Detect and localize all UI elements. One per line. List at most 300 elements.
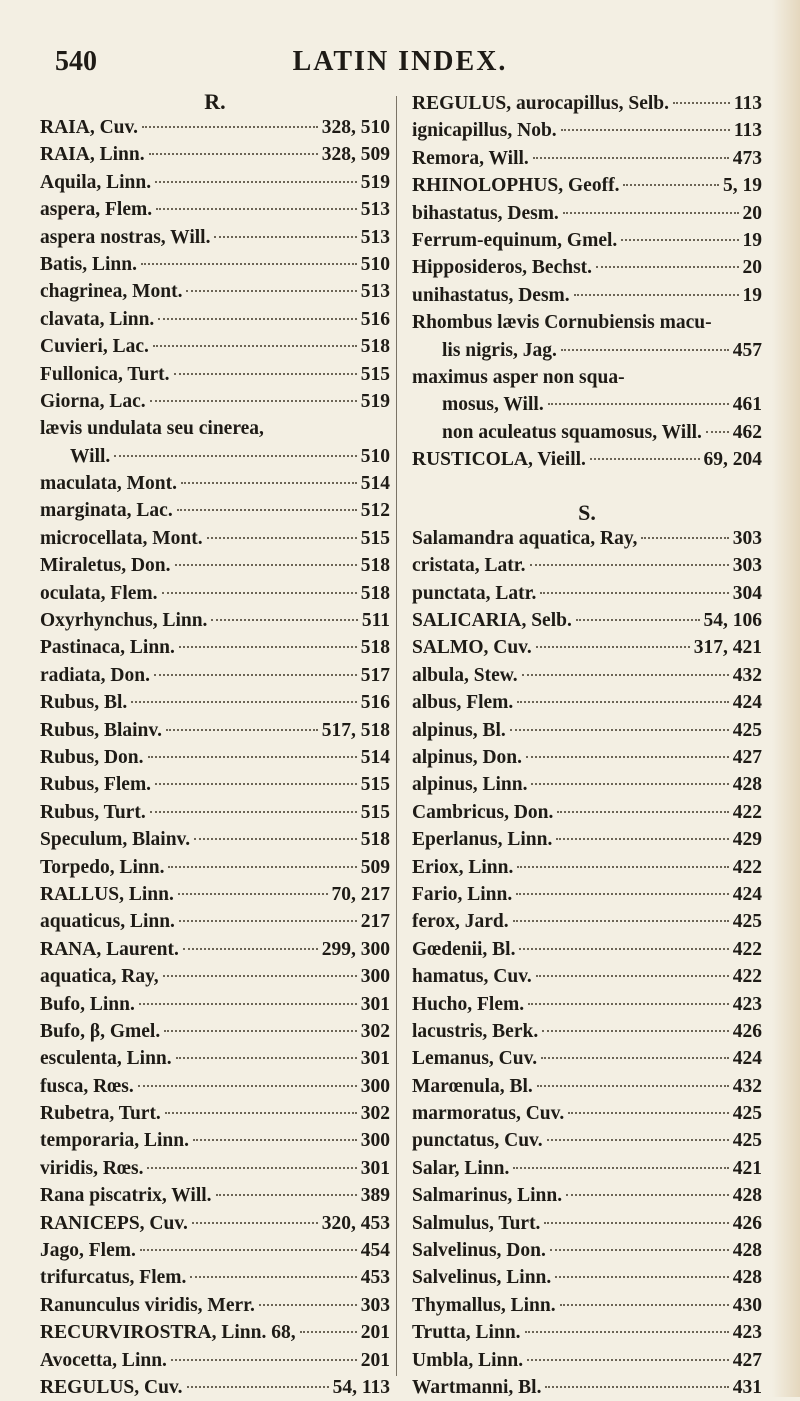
entry-page-ref: 516	[360, 692, 390, 714]
index-entry	[40, 278, 390, 305]
leader-dots	[673, 102, 730, 104]
leader-dots	[527, 1359, 729, 1361]
entry-page-ref: 425	[732, 1103, 762, 1125]
entry-page-ref: 303	[732, 555, 762, 577]
entry-page-ref: 515	[360, 363, 390, 385]
entry-term: Fullonica, Turt.	[40, 363, 170, 385]
leader-dots	[183, 948, 318, 950]
entry-term: Ferrum-equinum, Gmel.	[412, 229, 618, 251]
entry-term: aquatica, Ray,	[40, 966, 159, 988]
leader-dots	[150, 811, 357, 813]
index-entry	[40, 1237, 390, 1264]
entry-page-ref: 328, 510	[321, 117, 390, 138]
entry-term: mosus, Will.	[442, 394, 544, 416]
entry-term: punctatus, Cuv.	[412, 1130, 543, 1152]
index-entry	[40, 717, 390, 744]
index-entry	[412, 391, 762, 418]
entry-page-ref: 217	[360, 911, 390, 933]
entry-page-ref: 303	[732, 527, 762, 549]
leader-dots	[141, 263, 357, 265]
leader-dots	[207, 537, 357, 539]
index-entry	[412, 881, 762, 908]
leader-dots	[164, 1030, 357, 1032]
entry-term: Eperlanus, Linn.	[412, 829, 553, 851]
entry-term: Marœnula, Bl.	[412, 1075, 533, 1097]
entry-term: Jago, Flem.	[40, 1240, 136, 1262]
leader-dots	[166, 729, 318, 731]
leader-dots	[528, 1003, 729, 1005]
entry-page-ref: 514	[360, 746, 390, 768]
entry-page-ref: 425	[732, 911, 762, 933]
entry-term: Rubus, Blainv.	[40, 719, 162, 741]
entry-term: clavata, Linn.	[40, 308, 155, 330]
page-header	[0, 46, 800, 86]
page-edge-shadow	[772, 0, 800, 1397]
leader-dots	[555, 1276, 728, 1278]
entry-page-ref: 424	[732, 692, 762, 714]
index-entry	[412, 117, 762, 144]
entry-page-ref: 510	[360, 445, 390, 467]
entry-page-ref: 302	[360, 1020, 390, 1042]
index-entry	[412, 936, 762, 963]
index-entry	[412, 446, 762, 473]
entry-page-ref: 328, 509	[321, 144, 390, 166]
leader-dots	[179, 646, 357, 648]
index-entry	[412, 1018, 762, 1045]
entry-term: trifurcatus, Flem.	[40, 1267, 187, 1289]
entry-term: Salar, Linn.	[412, 1157, 510, 1179]
index-entry	[412, 1292, 762, 1319]
leader-dots	[517, 701, 728, 703]
entry-page-ref: 201	[360, 1322, 390, 1344]
leader-dots	[513, 920, 729, 922]
index-entry	[40, 306, 390, 333]
entry-term: Torpedo, Linn.	[40, 856, 165, 878]
index-entry	[40, 525, 390, 552]
entry-page-ref: 422	[732, 801, 762, 823]
entry-term: Cuvieri, Lac.	[40, 336, 149, 358]
entry-page-ref: 5, 19	[723, 175, 762, 197]
leader-dots	[142, 126, 318, 128]
index-entry	[40, 1347, 390, 1374]
entry-term: Ranunculus viridis, Merr.	[40, 1294, 255, 1316]
leader-dots	[706, 431, 729, 433]
leader-dots	[174, 373, 357, 375]
index-entry	[40, 141, 390, 168]
index-entry	[412, 200, 762, 227]
leader-dots	[179, 920, 357, 922]
index-entry	[40, 1264, 390, 1291]
index-entry	[412, 1182, 762, 1209]
index-entry	[40, 1155, 390, 1182]
entry-term: Rubus, Flem.	[40, 774, 152, 796]
leader-dots	[155, 181, 357, 183]
entry-page-ref: 69, 204	[703, 449, 762, 471]
leader-dots	[519, 948, 728, 950]
entry-term: Lemanus, Cuv.	[412, 1048, 538, 1070]
leader-dots	[150, 400, 357, 402]
entry-term: unihastatus, Desm.	[412, 284, 570, 306]
entry-term: Avocetta, Linn.	[40, 1349, 167, 1371]
entry-page-ref: 518	[360, 336, 390, 358]
index-entry	[412, 744, 762, 771]
leader-dots	[530, 564, 729, 566]
entry-page-ref: 422	[732, 938, 762, 960]
leader-dots	[178, 893, 328, 895]
leader-dots	[560, 1304, 729, 1306]
entry-page-ref: 473	[732, 147, 762, 169]
index-entry	[412, 552, 762, 579]
index-entry	[412, 282, 762, 309]
index-entry	[40, 689, 390, 716]
entry-page-ref: 426	[732, 1212, 762, 1234]
leader-dots	[566, 1194, 729, 1196]
leader-dots	[563, 212, 739, 214]
entry-page-ref: 515	[360, 527, 390, 549]
leader-dots	[561, 129, 730, 131]
entry-page-ref: 425	[732, 1130, 762, 1152]
entry-term: Salmulus, Turt.	[412, 1212, 541, 1234]
leader-dots	[186, 290, 356, 292]
entry-page-ref: 457	[732, 339, 762, 361]
index-entry	[412, 1264, 762, 1291]
leader-dots	[531, 783, 728, 785]
index-entry	[40, 826, 390, 853]
index-entry	[40, 470, 390, 497]
entry-page-ref: 425	[732, 719, 762, 741]
entry-page-ref: 517	[360, 664, 390, 686]
entry-term: microcellata, Mont.	[40, 527, 203, 549]
entry-page-ref: 518	[360, 829, 390, 851]
entry-term: Salvelinus, Don.	[412, 1240, 546, 1262]
entry-term: cristata, Latr.	[412, 555, 526, 577]
entry-term: non aculeatus squamosus, Will.	[442, 421, 702, 443]
leader-dots	[175, 564, 357, 566]
leader-dots	[192, 1222, 318, 1224]
leader-dots	[574, 294, 739, 296]
index-entry	[412, 1210, 762, 1237]
leader-dots	[517, 866, 728, 868]
leader-dots	[190, 1276, 356, 1278]
index-entry	[412, 1127, 762, 1154]
entry-term: Rubus, Bl.	[40, 692, 128, 714]
entry-term: esculenta, Linn.	[40, 1048, 172, 1070]
entry-page-ref: 421	[732, 1157, 762, 1179]
entry-term: lævis undulata seu cinerea,	[40, 418, 264, 440]
leader-dots	[114, 455, 356, 457]
entry-term: RECURVIROSTRA, Linn. 68,	[40, 1322, 296, 1344]
leader-dots	[550, 1249, 729, 1251]
entry-term: Thymallus, Linn.	[412, 1294, 556, 1316]
leader-dots	[165, 1112, 357, 1114]
index-entry	[40, 251, 390, 278]
index-entry	[40, 224, 390, 251]
entry-page-ref: 299, 300	[321, 938, 390, 960]
entry-term: Cambricus, Don.	[412, 801, 554, 823]
index-entry	[40, 196, 390, 223]
index-entry	[40, 1292, 390, 1319]
index-entry	[40, 1210, 390, 1237]
entry-page-ref: 431	[732, 1376, 762, 1398]
entry-page-ref: 513	[360, 199, 390, 221]
leader-dots	[522, 674, 729, 676]
entry-term: Salmarinus, Linn.	[412, 1185, 563, 1207]
leader-dots	[156, 208, 357, 210]
entry-page-ref: 428	[732, 1185, 762, 1207]
entry-page-ref: 423	[732, 1322, 762, 1344]
index-entry	[412, 607, 762, 634]
leader-dots	[139, 1003, 357, 1005]
leader-dots	[526, 756, 729, 758]
entry-term: Rubetra, Turt.	[40, 1103, 161, 1125]
entry-term: ignicapillus, Nob.	[412, 120, 557, 142]
entry-term: Speculum, Blainv.	[40, 829, 191, 851]
entry-term: chagrinea, Mont.	[40, 281, 183, 303]
entry-page-ref: 304	[732, 582, 762, 604]
entry-term: RHINOLOPHUS, Geoff.	[412, 175, 620, 197]
entry-term: Miraletus, Don.	[40, 555, 171, 577]
entry-page-ref: 519	[360, 390, 390, 412]
entry-term: SALICARIA, Selb.	[412, 610, 572, 632]
leader-dots	[171, 1359, 357, 1361]
spacer	[412, 473, 762, 500]
entry-page-ref: 54, 113	[332, 1376, 390, 1398]
index-entry	[40, 1319, 390, 1346]
entry-term: ferox, Jard.	[412, 911, 509, 933]
index-entry	[412, 90, 762, 117]
entry-term: Bufo, β, Gmel.	[40, 1020, 161, 1042]
leader-dots	[147, 1167, 356, 1169]
entry-term: RANICEPS, Cuv.	[40, 1212, 188, 1234]
entry-page-ref: 424	[732, 1048, 762, 1070]
index-entry	[412, 662, 762, 689]
entry-page-ref: 510	[360, 253, 390, 275]
index-entry	[40, 854, 390, 881]
entry-page-ref: 300	[360, 966, 390, 988]
index-entry	[40, 963, 390, 990]
index-entry	[412, 634, 762, 661]
entry-term: Salvelinus, Linn.	[412, 1267, 552, 1289]
entry-page-ref: 518	[360, 582, 390, 604]
leader-dots	[576, 619, 700, 621]
leader-dots	[557, 811, 728, 813]
index-entry	[40, 552, 390, 579]
entry-page-ref: 428	[732, 774, 762, 796]
index-entry	[412, 991, 762, 1018]
leader-dots	[216, 1194, 357, 1196]
entry-page-ref: 113	[733, 93, 762, 114]
leader-dots	[193, 1139, 357, 1141]
leader-dots	[168, 866, 356, 868]
leader-dots	[148, 756, 357, 758]
entry-term: RAIA, Linn.	[40, 144, 145, 166]
leader-dots	[621, 239, 738, 241]
entry-term: Giorna, Lac.	[40, 390, 146, 412]
index-entry	[412, 145, 762, 172]
index-entry	[40, 580, 390, 607]
entry-term: punctata, Latr.	[412, 582, 537, 604]
section-letter: R.	[204, 89, 226, 114]
leader-dots	[138, 1085, 357, 1087]
index-entry	[412, 1319, 762, 1346]
entry-term: temporaria, Linn.	[40, 1130, 189, 1152]
leader-dots	[561, 349, 729, 351]
entry-term: maculata, Mont.	[40, 473, 178, 495]
entry-page-ref: 516	[360, 308, 390, 330]
entry-term: Will.	[70, 445, 111, 467]
entry-term: Bufo, Linn.	[40, 993, 135, 1015]
entry-term: REGULUS, aurocapillus, Selb.	[412, 93, 669, 114]
entry-term: radiata, Don.	[40, 664, 150, 686]
entry-term: maximus asper non squa-	[412, 366, 625, 388]
leader-dots	[537, 1085, 729, 1087]
index-entry	[412, 172, 762, 199]
entry-term: hamatus, Cuv.	[412, 966, 532, 988]
index-entry	[412, 963, 762, 990]
index-entry	[412, 227, 762, 254]
entry-page-ref: 54, 106	[703, 610, 762, 632]
entry-page-ref: 512	[360, 500, 390, 522]
entry-page-ref: 389	[360, 1185, 390, 1207]
index-entry	[412, 854, 762, 881]
index-entry	[40, 908, 390, 935]
entry-term: RALLUS, Linn.	[40, 883, 174, 905]
entry-term: Wartmanni, Bl.	[412, 1376, 542, 1398]
leader-dots	[214, 236, 356, 238]
leader-dots	[181, 482, 357, 484]
entry-term: alpinus, Bl.	[412, 719, 506, 741]
entry-page-ref: 201	[360, 1349, 390, 1371]
index-entry	[40, 497, 390, 524]
index-entry	[412, 799, 762, 826]
index-entry-heading	[40, 415, 390, 442]
entry-page-ref: 517, 518	[321, 719, 390, 741]
entry-page-ref: 432	[732, 1075, 762, 1097]
entry-page-ref: 426	[732, 1020, 762, 1042]
leader-dots	[131, 701, 356, 703]
index-entry	[40, 1073, 390, 1100]
index-entry	[412, 689, 762, 716]
entry-page-ref: 428	[732, 1240, 762, 1262]
leader-dots	[541, 1057, 729, 1059]
leader-dots	[641, 537, 728, 539]
entry-term: Hipposideros, Bechst.	[412, 257, 593, 279]
entry-page-ref: 317, 421	[693, 637, 762, 659]
entry-page-ref: 113	[733, 120, 762, 142]
entry-page-ref: 19	[742, 284, 762, 306]
entry-page-ref: 428	[732, 1267, 762, 1289]
entry-page-ref: 432	[732, 664, 762, 686]
index-entry	[412, 580, 762, 607]
leader-dots	[176, 1057, 357, 1059]
entry-page-ref: 515	[360, 801, 390, 823]
entry-term: Rana piscatrix, Will.	[40, 1185, 212, 1207]
entry-page-ref: 430	[732, 1294, 762, 1316]
index-entry	[412, 1100, 762, 1127]
column-divider	[396, 96, 397, 1376]
index-entry	[40, 114, 390, 141]
entry-term: Rhombus lævis Cornubiensis macu-	[412, 312, 712, 334]
index-entry	[40, 333, 390, 360]
index-entry	[412, 717, 762, 744]
index-column-right	[412, 90, 762, 1401]
index-entry	[40, 1100, 390, 1127]
entry-term: viridis, Rœs.	[40, 1157, 144, 1179]
leader-dots	[158, 318, 356, 320]
entry-page-ref: 427	[732, 746, 762, 768]
entry-page-ref: 513	[360, 226, 390, 248]
entry-term: alpinus, Don.	[412, 746, 523, 768]
leader-dots	[155, 783, 357, 785]
leader-dots	[548, 403, 729, 405]
entry-term: Oxyrhynchus, Linn.	[40, 610, 208, 632]
leader-dots	[187, 1386, 329, 1388]
index-entry	[40, 799, 390, 826]
leader-dots	[194, 838, 357, 840]
leader-dots	[536, 975, 729, 977]
entry-page-ref: 422	[732, 966, 762, 988]
entry-term: Batis, Linn.	[40, 253, 137, 275]
leader-dots	[154, 674, 357, 676]
entry-term: RAIA, Cuv.	[40, 117, 139, 138]
section-letter: S.	[578, 499, 596, 525]
index-entry	[40, 1018, 390, 1045]
entry-page-ref: 300	[360, 1075, 390, 1097]
entry-page-ref: 518	[360, 637, 390, 659]
entry-page-ref: 20	[742, 202, 762, 224]
index-entry	[412, 771, 762, 798]
leader-dots	[211, 619, 357, 621]
index-entry	[412, 1073, 762, 1100]
entry-page-ref: 302	[360, 1103, 390, 1125]
index-entry	[40, 1127, 390, 1154]
entry-page-ref: 453	[360, 1267, 390, 1289]
entry-term: RANA, Laurent.	[40, 938, 179, 960]
entry-term: fusca, Rœs.	[40, 1075, 134, 1097]
leader-dots	[140, 1249, 357, 1251]
index-entry	[412, 908, 762, 935]
entry-page-ref: 70, 217	[331, 883, 390, 905]
entry-term: lis nigris, Jag.	[442, 339, 557, 361]
leader-dots	[259, 1304, 357, 1306]
entry-page-ref: 19	[742, 229, 762, 251]
entry-term: aquaticus, Linn.	[40, 911, 175, 933]
index-entry	[40, 1045, 390, 1072]
index-entry	[40, 1182, 390, 1209]
entry-page-ref: 518	[360, 555, 390, 577]
leader-dots	[300, 1331, 357, 1333]
index-entry	[40, 881, 390, 908]
leader-dots	[596, 266, 738, 268]
entry-page-ref: 320, 453	[321, 1212, 390, 1234]
index-entry	[40, 634, 390, 661]
entry-term: bihastatus, Desm.	[412, 202, 559, 224]
leader-dots	[545, 1386, 728, 1388]
leader-dots	[556, 838, 728, 840]
index-entry	[40, 169, 390, 196]
index-entry	[412, 337, 762, 364]
entry-term: Fario, Linn.	[412, 883, 513, 905]
index-column-left	[40, 90, 390, 1401]
entry-term: Gœdenii, Bl.	[412, 938, 516, 960]
index-entry	[412, 1237, 762, 1264]
index-entry	[412, 254, 762, 281]
leader-dots	[547, 1139, 729, 1141]
index-entry	[40, 662, 390, 689]
entry-term: alpinus, Linn.	[412, 774, 528, 796]
index-entry	[412, 1347, 762, 1374]
leader-dots	[153, 345, 357, 347]
